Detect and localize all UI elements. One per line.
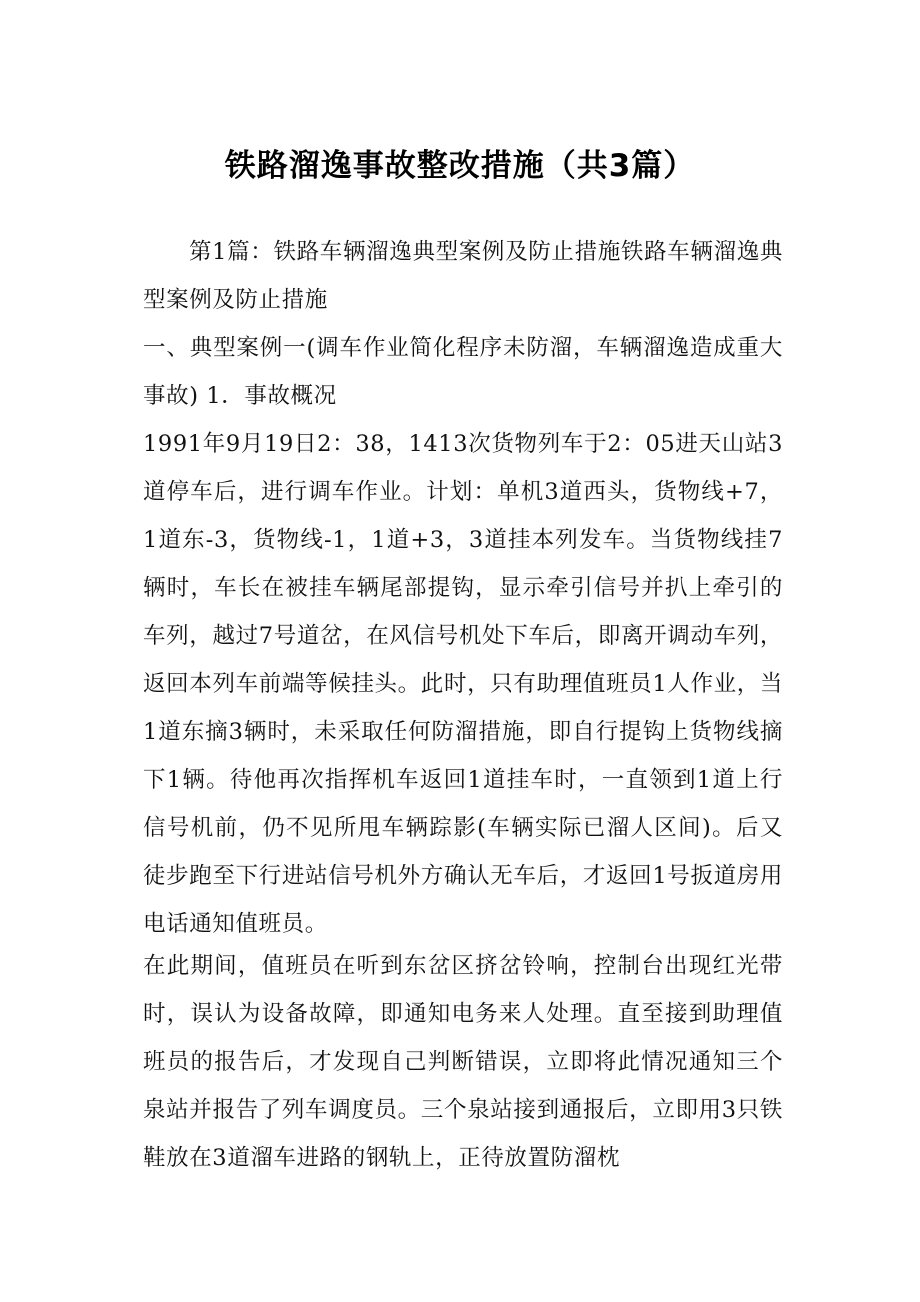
paragraph-2: 一、典型案例一(调车作业简化程序未防溜，车辆溜逸造成重大事故) 1．事故概况 xyxy=(143,335,783,409)
document-title: 铁路溜逸事故整改措施（共3篇） xyxy=(224,148,696,184)
paragraph-1: 第1篇：铁路车辆溜逸典型案例及防止措施铁路车辆溜逸典型案例及防止措施 xyxy=(143,239,783,313)
paragraph-4: 在此期间，值班员在听到东岔区挤岔铃响，控制台出现红光带时，误认为设备故障，即通知电务来人处理。直至接到助理值班员的报告后，才发现自己判断错误，立即将此情况通知三个泉站并报告了列车调度员。三个泉站接到通报后，立即用3只铁鞋放在3道溜车进路的钢轨上，正待放置防溜枕 xyxy=(143,953,783,1171)
paragraph-3: 1991年9月19日2：38，1413次货物列车于2：05进天山站3道停车后，进行调车作业。计划：单机3道西头，货物线+7，1道东-3，货物线-1，1道+3，3道挂本列发车。当货物线挂7辆时，车长在被挂车辆尾部提钩，显示牵引信号并扒上牵引的车列，越过7号道岔，在风信号机处下车后，即离开调动车列，返回本列车前端等候挂头。此时，只有助理值班员1人作业，当1道东摘3辆时，未采取任何防溜措施，即自行提钩上货物线摘下1辆。待他再次指挥机车返回1道挂车时，一直领到1道上行信号机前，仍不见所甩车辆踪影(车辆实际已溜人区间)。后又徒步跑至下行进站信号机外方确认无车后，才返回1号扳道房用电话通知值班员。 xyxy=(143,431,783,937)
